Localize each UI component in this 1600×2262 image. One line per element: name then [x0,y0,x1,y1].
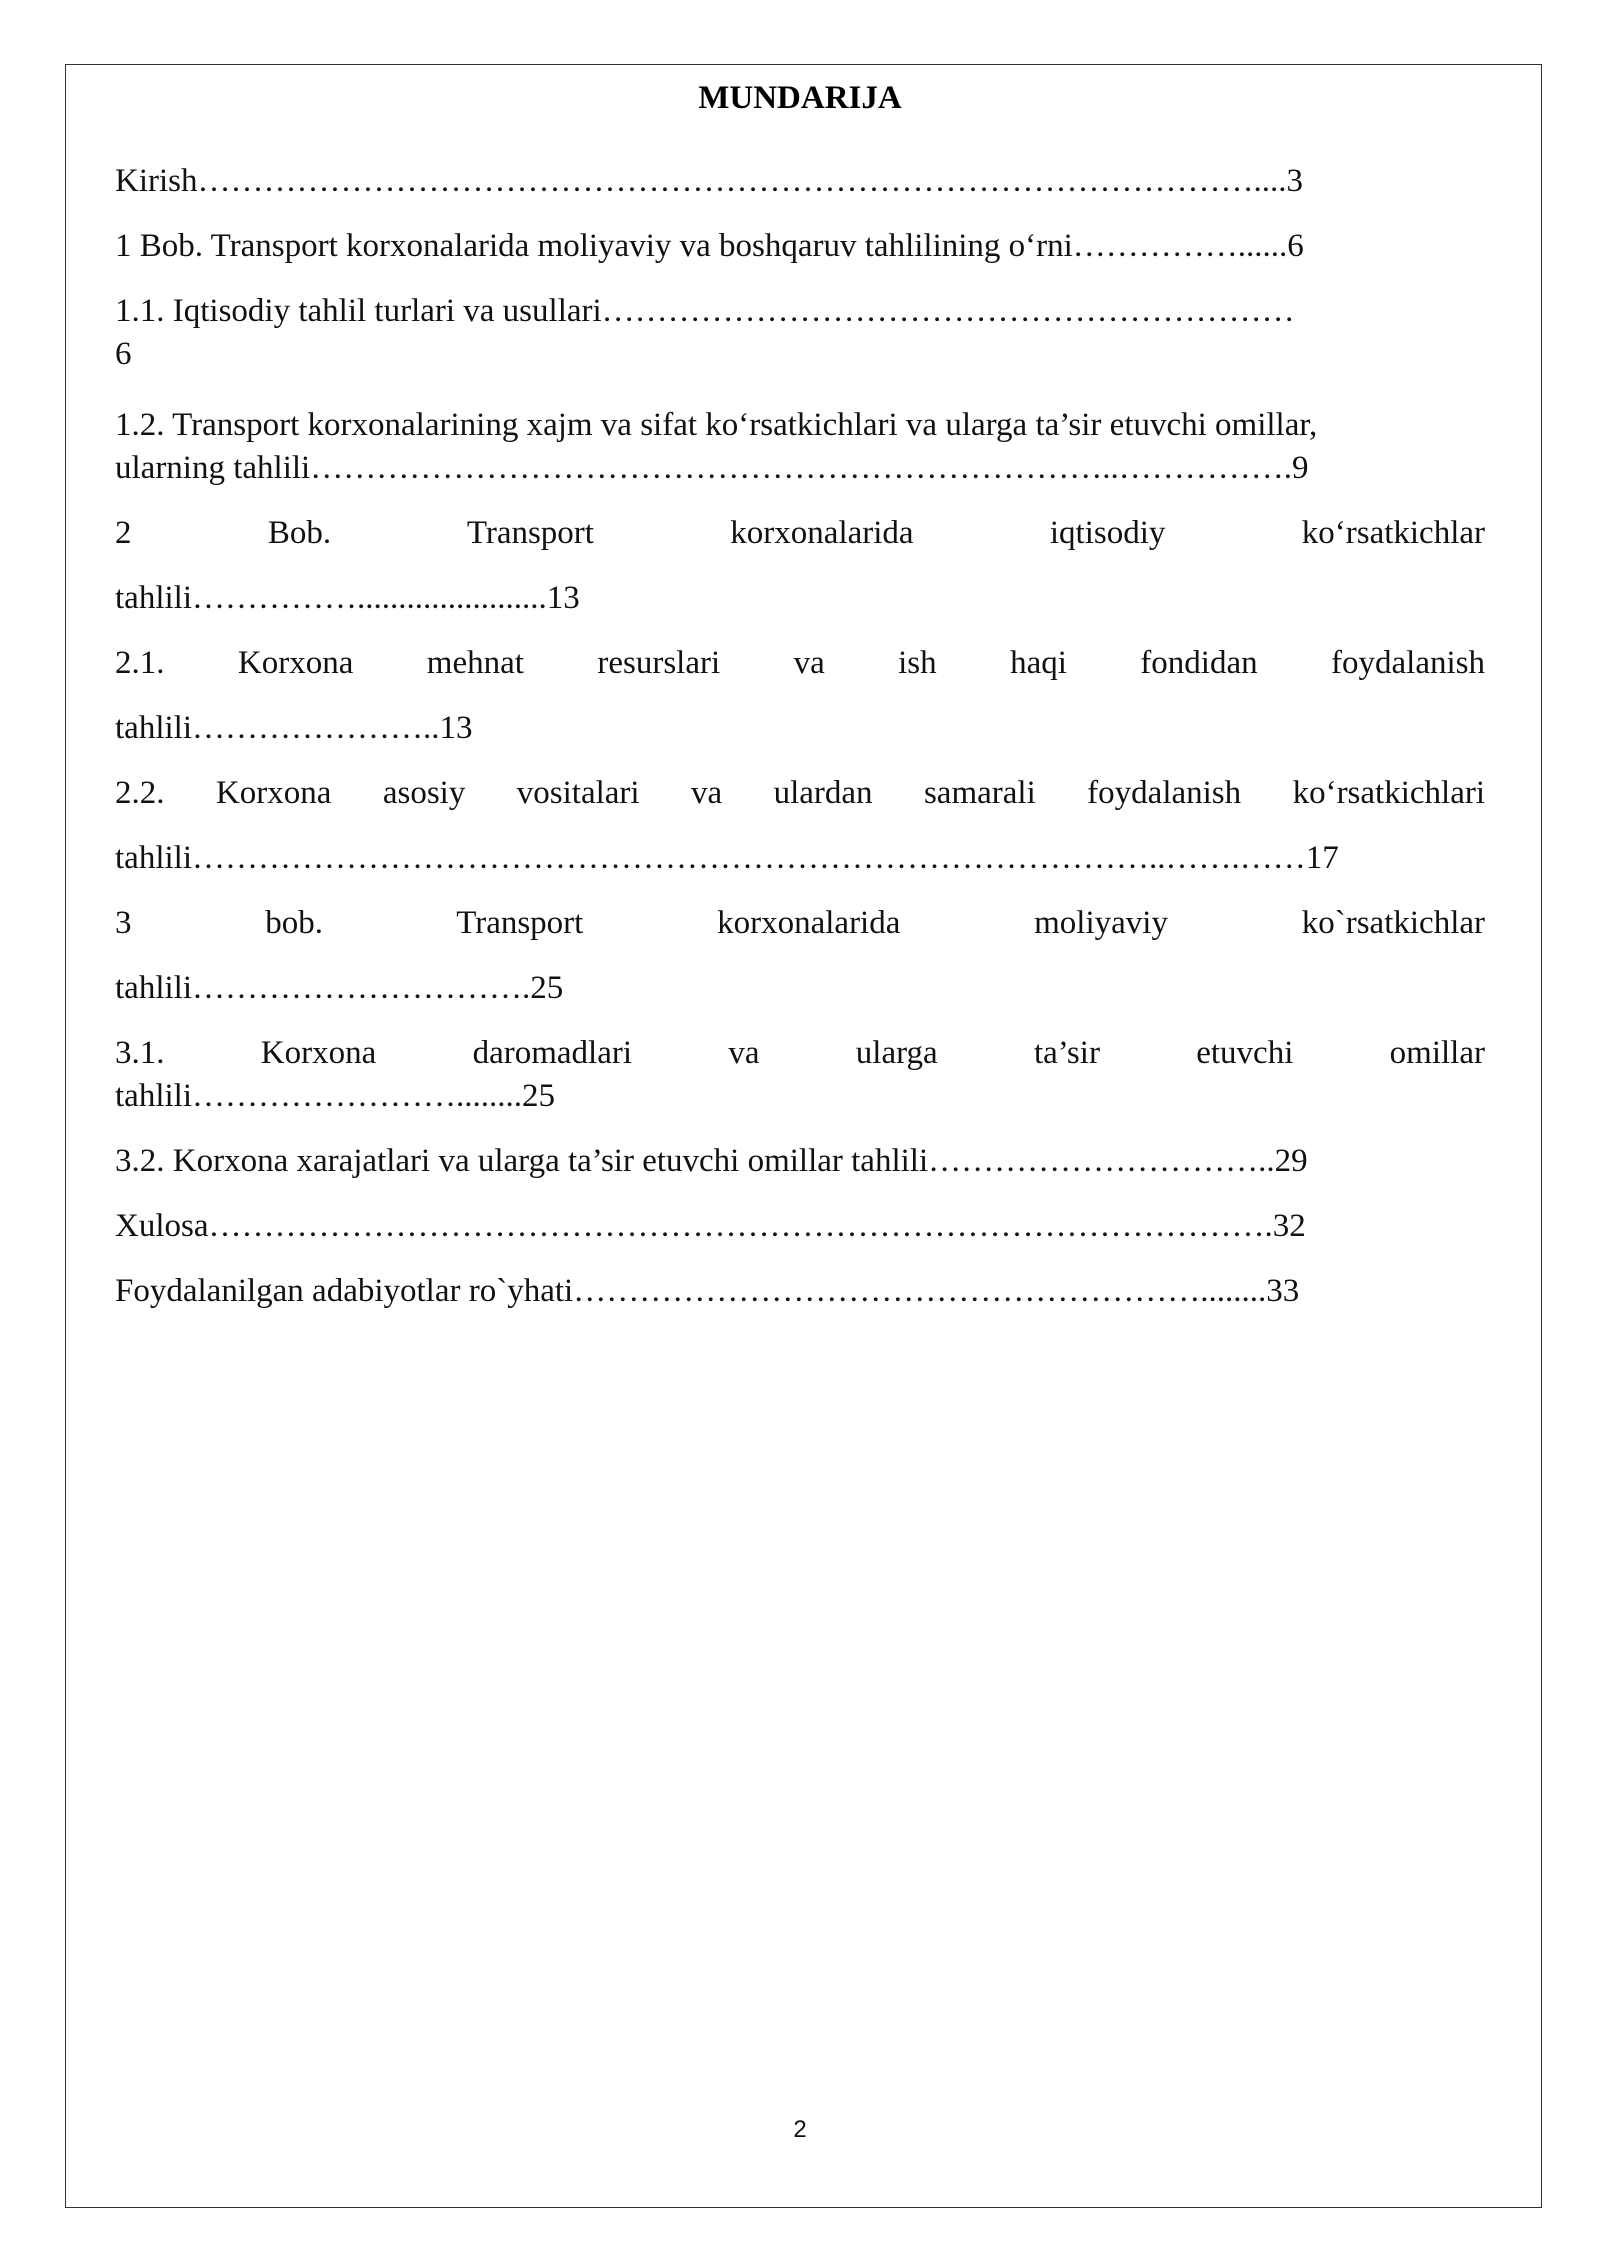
toc-entry-line: 3 bob. Transport korxonalarida moliyaviy ko`rsatkichlar [115,905,1485,941]
toc-entry-kirish[interactable]: Kirish……………………………………………………………………………………....3 [115,163,1303,199]
toc-entry-line: tahlili……………………........25 [115,1078,555,1114]
page-title: MUNDARIJA [698,80,902,116]
toc-entry-xulosa[interactable]: Xulosa…………………………………………………………………………………….32 [115,1208,1306,1244]
toc-entry-chapter-2[interactable] [115,501,1485,631]
toc-entry-2-1[interactable] [115,631,1485,761]
toc-entry-line: 2 Bob. Transport korxonalarida iqtisodiy ko‘rsatkichlar [115,515,1485,551]
toc-entry-line: tahlili……………………………………………………………………………..…….……17 [115,840,1339,876]
toc-entry-adabiyotlar[interactable]: Foydalanilgan adabiyotlar ro`yhati…………………………………………………........33 [115,1273,1300,1309]
toc-entry-chapter-1[interactable]: 1 Bob. Transport korxonalarida moliyaviy va boshqaruv tahlilining o‘rni……………......6 [115,228,1304,264]
toc-entry-line: 3.1. Korxona daromadlari va ularga ta’sir etuvchi omillar [115,1035,1485,1071]
toc-entry-line: 1.1. Iqtisodiy tahlil turlari va usullari……………………………………………………… [115,293,1295,329]
toc-entry-1-1[interactable] [115,290,1485,376]
toc-entry-line: 1.2. Transport korxonalarining xajm va sifat ko‘rsatkichlari va ularga ta’sir etuvchi omillar, [115,407,1318,443]
toc-entry-line: 2.2. Korxona asosiy vositalari va ulardan samarali foydalanish ko‘rsatkichlari [115,775,1485,811]
toc-entry-2-2[interactable] [115,761,1485,891]
toc-entry-3-2[interactable]: 3.2. Korxona xarajatlari va ularga ta’sir etuvchi omillar tahlili…………………………..29 [115,1143,1308,1179]
toc-entry-line: tahlili…………….......................13 [115,580,580,616]
toc-entry-page: 6 [115,336,132,372]
toc-entry-line: tahlili………………………….25 [115,970,564,1006]
toc-entry-line: tahlili…………………..13 [115,710,473,746]
toc-entry-3-1[interactable] [115,1032,1485,1118]
toc-entry-line: ularning tahlili………………………………………………………………..…………….9 [115,450,1309,486]
page-number: 2 [793,2116,807,2143]
toc-entry-chapter-3[interactable] [115,891,1485,1021]
toc-entry-1-2[interactable] [115,404,1485,490]
toc-entry-line: 2.1. Korxona mehnat resurslari va ish haqi fondidan foydalanish [115,645,1485,681]
table-of-contents [115,160,1485,1313]
